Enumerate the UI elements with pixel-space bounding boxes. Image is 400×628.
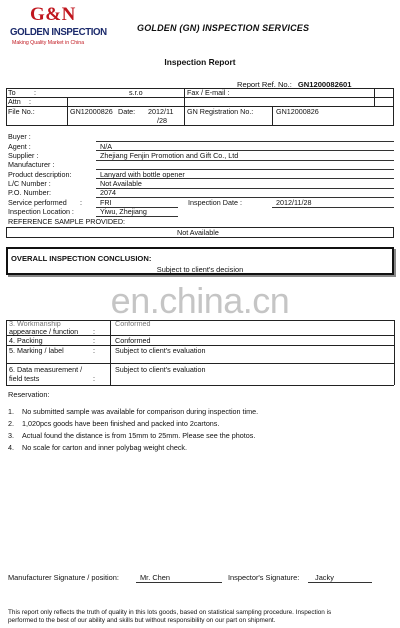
row4-colon: : <box>93 336 95 345</box>
row4-label: 4. Packing <box>9 336 43 345</box>
service-performed-label: Service performed <box>8 198 67 207</box>
product-description-value: Lanyard with bottle opener <box>100 170 185 179</box>
reservation-item-number: 2. <box>8 419 14 428</box>
row6-value: Subject to client's evaluation <box>115 365 206 374</box>
logo-tagline: Making Quality Market in China <box>12 40 85 46</box>
manufacturer-signature-label: Manufacturer Signature / position: <box>8 573 119 582</box>
file-no-label: File No.: <box>8 107 35 116</box>
report-ref-value: GN1200082601 <box>297 80 352 89</box>
reservation-item-text: No scale for carton and inner polybag weight check. <box>22 443 188 452</box>
row3-value: Conformed <box>115 319 151 328</box>
row3-colon: : <box>93 327 95 336</box>
service-performed-colon: : <box>80 198 82 207</box>
supplier-label: Supplier : <box>8 151 39 160</box>
reservation-item <box>8 431 255 440</box>
row6-label-line2: field tests <box>9 374 40 383</box>
supplier-value: Zhejiang Fenjin Promotion and Gift Co., Ltd <box>100 151 239 160</box>
gn-registration-label: GN Registration No.: <box>187 107 254 116</box>
reservation-item <box>8 443 187 452</box>
row5-label: 5. Marking / label <box>9 346 64 355</box>
reservation-title: Reservation: <box>8 390 50 399</box>
reservation-item-text: No submitted sample was available for comparison during inspection time. <box>22 407 259 416</box>
company-name: GOLDEN (GN) INSPECTION SERVICES <box>137 23 310 33</box>
inspection-location-value: Yiwu, Zhejiang <box>100 207 147 216</box>
reservation-item <box>8 419 219 428</box>
row6-label-line1: 6. Data measurement / <box>9 365 83 374</box>
po-number-value: 2074 <box>100 188 116 197</box>
to-label: To <box>8 88 16 97</box>
inspection-date-label: Inspection Date : <box>188 198 242 207</box>
footer-line1: This report only reflects the truth of quality in this lots goods, based on statistical sampling procedure. Inspection is <box>8 609 332 616</box>
row6-colon: : <box>93 374 95 383</box>
reservation-item-text: 1,020pcs goods have been finished and packed into 2cartons. <box>22 419 220 428</box>
inspector-signature-label: Inspector's Signature: <box>228 573 300 582</box>
recipient-sro: s.r.o <box>129 88 143 97</box>
fax-email-label: Fax / E-mail : <box>187 88 230 97</box>
company-logo <box>10 4 110 48</box>
attn-label: Attn <box>8 97 21 106</box>
overall-conclusion-box <box>6 247 394 275</box>
reservation-item-number: 4. <box>8 443 14 452</box>
agent-label: Agent : <box>8 142 31 151</box>
date-label: Date: <box>118 107 136 116</box>
logo-name-text: GOLDEN INSPECTION <box>10 26 107 38</box>
date-value-line1: 2012/11 <box>148 107 174 116</box>
manufacturer-label: Manufacturer : <box>8 160 55 169</box>
row5-colon: : <box>93 346 95 355</box>
po-number-label: P.O. Number: <box>8 188 52 197</box>
footer-line2: performed to the best of our ability and skills but without responsibility on our part on shipment. <box>8 617 276 624</box>
inspector-signature-value: Jacky <box>315 573 334 582</box>
attn-colon: : <box>29 97 31 106</box>
reservation-item-number: 1. <box>8 407 14 416</box>
overall-conclusion-text: Subject to client's decision <box>156 265 244 274</box>
product-description-label: Product description: <box>8 170 72 179</box>
overall-conclusion-title: OVERALL INSPECTION CONCLUSION: <box>11 254 152 263</box>
lc-number-label: L/C Number : <box>8 179 51 188</box>
gn-registration-value: GN12000826 <box>276 107 319 116</box>
inspection-date-value: 2012/11/28 <box>276 198 312 207</box>
date-value-line2: /28 <box>157 116 167 125</box>
service-performed-value: FRI <box>100 198 112 207</box>
file-no-value: GN12000826 <box>70 107 113 116</box>
row3-label-line2: appearance / function <box>9 327 79 336</box>
reservation-item <box>8 407 258 416</box>
footer-disclaimer <box>8 609 394 625</box>
buyer-label: Buyer : <box>8 132 31 141</box>
agent-value: N/A <box>100 142 112 151</box>
row5-value: Subject to client's evaluation <box>115 346 206 355</box>
row3-label-line1: 3. Workmanship <box>9 319 61 328</box>
logo-gn-text: G&N <box>30 4 76 25</box>
reference-sample-value: Not Available <box>177 228 219 237</box>
reservation-item-text: Actual found the distance is from 15mm to 25mm. Please see the photos. <box>22 431 256 440</box>
inspection-location-label: Inspection Location : <box>8 207 74 216</box>
report-ref-label: Report Ref. No.: <box>237 80 292 89</box>
to-colon: : <box>34 88 36 97</box>
report-title: Inspection Report <box>164 57 236 67</box>
reference-sample-label: REFERENCE SAMPLE PROVIDED: <box>8 217 126 226</box>
site-watermark: en.china.cn <box>110 280 290 321</box>
lc-number-value: Not Available <box>100 179 142 188</box>
row4-value: Conformed <box>115 336 151 345</box>
manufacturer-signature-value: Mr. Chen <box>140 573 170 582</box>
reservation-item-number: 3. <box>8 431 14 440</box>
